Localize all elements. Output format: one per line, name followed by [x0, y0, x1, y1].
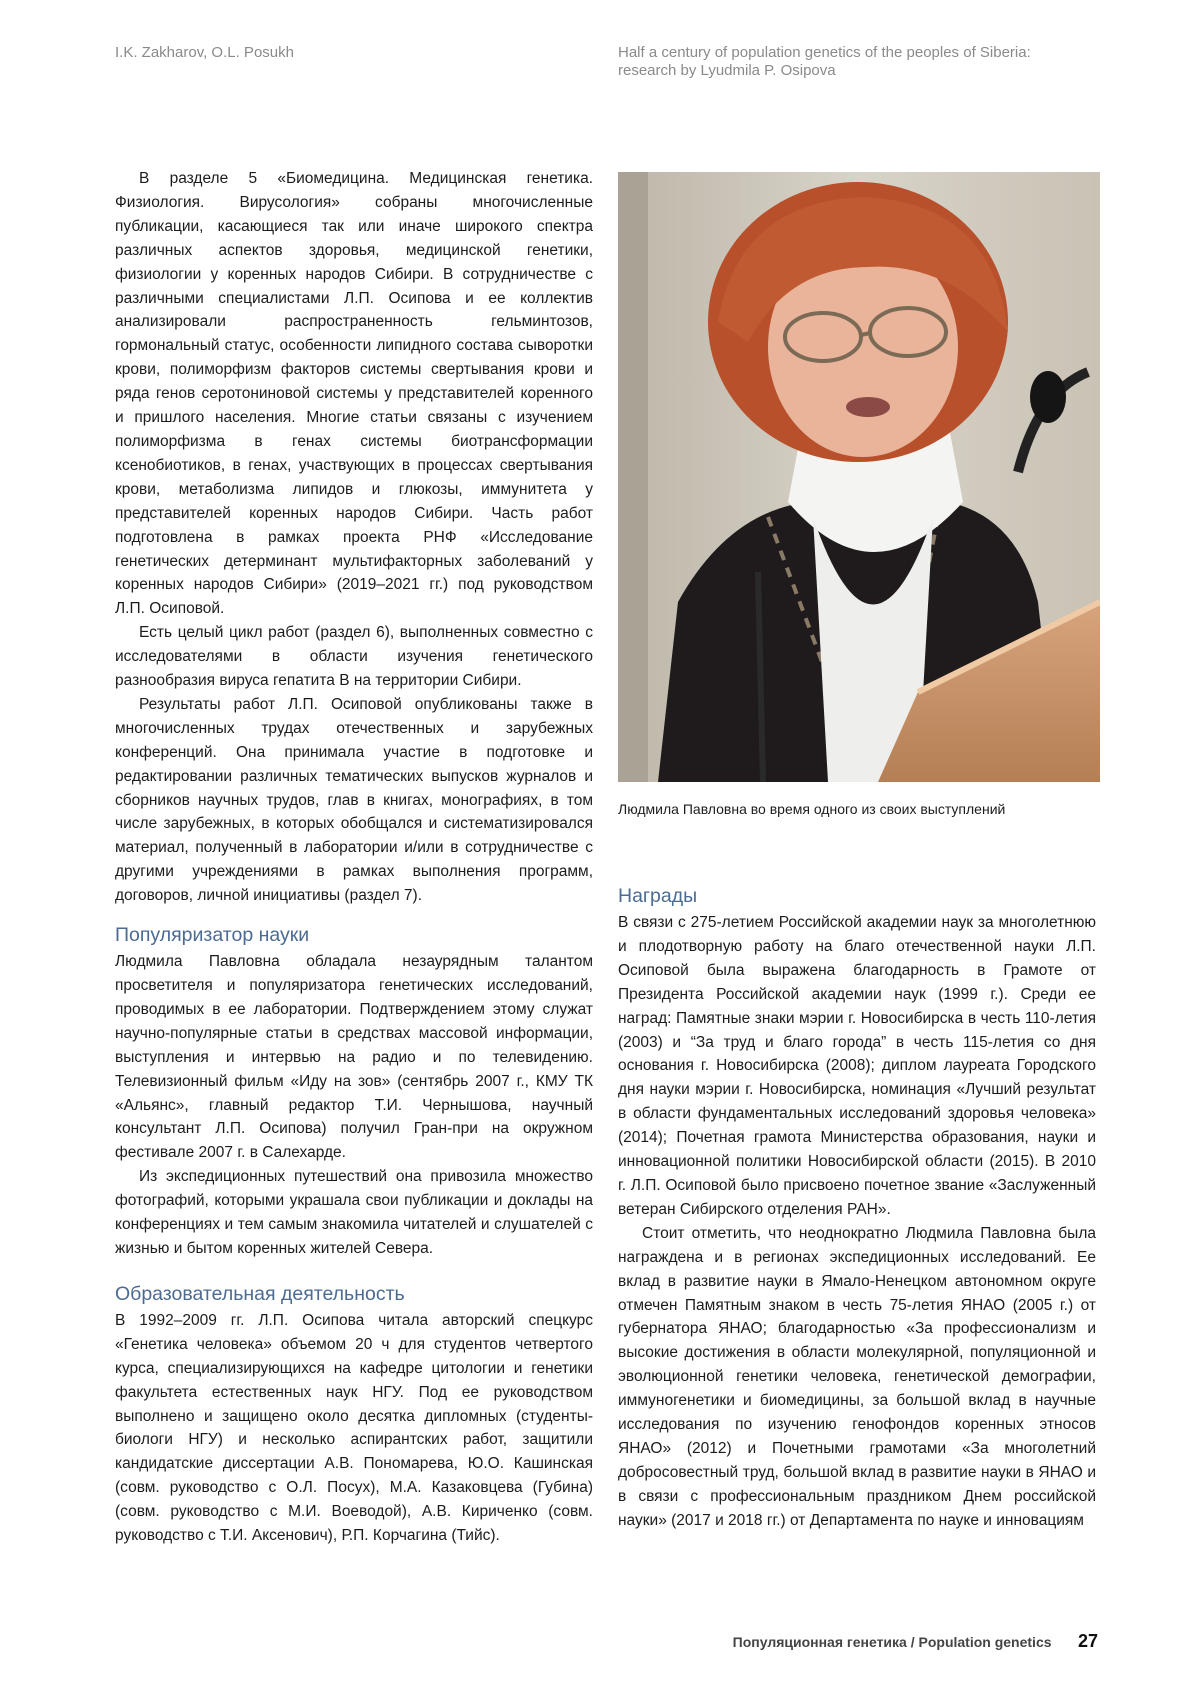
paragraph-education: В 1992–2009 гг. Л.П. Осипова читала авторский спецкурс «Генетика человека» объемом 20 ч для студентов четвертого курса, специализирующихся на кафедре цитологии и генетики факультета естественных наук НГУ. Под ее руководством выполнено и защищено около десятка дипломных (студенты-биологи НГУ) и несколько аспирантских работ, защитили кандидатские диссертации А.В. Пономарева, Ю.О. Кашинская (совм. руководство с О.Л. Посух), М.А. Казаковцева (Губина) (совм. руководство с М.И. Воеводой), А.В. Кириченко (совм. руководство с Т.И. Аксенович), Р.П. Корчагина (Тийс). [115, 1311, 593, 1545]
paragraph-publications: Результаты работ Л.П. Осиповой опубликованы также в многочисленных трудах отечественных и зарубежных конференций. Она принимала участие в подготовке и редактировании различных тематических выпусков журналов и сборников научных трудов, глав в книгах, монографиях, в том числе зарубежных, в которых обобщался и систематизировался материал, полученный в лаборатории и/или в сотрудничестве с другими учреждениями в рамках выполнения программ, договоров, личной инициативы (раздел 7). [115, 695, 593, 905]
portrait-illustration [618, 172, 1100, 782]
paragraph-regional-awards: Стоит отметить, что неоднократно Людмила Павловна была награждена и в регионах экспедиционных исследований. Ее вклад в развитие науки в Ямало-Ненецком автономном округе отмечен Памятным знаком в честь 75-летия ЯНАО (2005 г.) от губернатора ЯНАО; благодарностью «За профессионализм и высокие достижения в области молекулярной, популяционной и эволюционной генетики человека, генетической демографии, иммуногенетики и биомедицины, за большой вклад в научные исследования по изучению генофондов коренных этносов ЯНАО» (2012) и Почетными грамотами «За многолетний добросовестный труд, большой вклад в развитие науки в ЯНАО и в связи с профессиональным праздником Днем российской науки» (2017 и 2018 гг.) от Департамента по науке и инновациям [618, 1224, 1096, 1529]
paragraph-popularizer: Людмила Павловна обладала незаурядным талантом просветителя и популяризатора генетических исследований, проводимых в ее лаборатории. Подтверждением этому служат научно-популярные статьи в средствах массовой информации, выступления и интервью на радио и по телевидению. Телевизионный фильм «Иду на зов» (сентябрь 2007 г., КМУ ТК «Альянс», главный редактор Т.И. Чернышова, научный консультант Л.П. Осипова) получил Гран-при на окружном фестивале 2007 г. в Салехарде. [115, 953, 593, 1162]
running-header-title [618, 44, 1088, 80]
paragraph-biomedicine: В разделе 5 «Биомедицина. Медицинская генетика. Физиология. Вирусология» собраны многочисленные публикации, касающиеся так или иначе широкого спектра различных аспектов здоровья, медицинской генетики, физиологии у коренных народов Сибири. В сотрудничестве с различными специалистами Л.П. Осипова и ее коллектив анализировали распространенность гельминтозов, гормональный статус, особенности липидного состава сыворотки крови, полиморфизм факторов системы свертывания крови и ряда генов серотониновой системы у представителей коренного и пришлого населения. Многие статьи связаны с изучением полиморфизма в генах системы биотрансформации ксенобиотиков, в генах, участвующих в процессах свертывания крови, метаболизма липидов и глюкозы, иммунитета у представителей коренных народов Сибири. Часть работ подготовлена в рамках проекта РНФ «Исследование генетических детерминант мультифакторных заболеваний у коренных народов Сибири» (2019–2021 гг.) под руководством Л.П. Осиповой. [115, 170, 593, 618]
paragraph-hepatitis: Есть целый цикл работ (раздел 6), выполненных совместно с исследователями в области изучения генетического разнообразия вируса гепатита В на территории Сибири. [115, 624, 593, 690]
section-heading-education: Образовательная деятельность [115, 1282, 405, 1305]
page-footer [600, 1631, 1098, 1652]
left-column [115, 167, 593, 1548]
running-header-authors: I.K. Zakharov, O.L. Posukh [115, 44, 294, 61]
figure-caption: Людмила Павловна во время одного из своих выступлений [618, 801, 1006, 817]
paragraph-awards: В связи с 275-летием Российской академии наук за многолетнюю и плодотворную работу на благо отечественной науки Л.П. Осиповой была выражена благодарность в Грамоте от Президента Российской академии наук (1999 г.). Среди ее наград: Памятные знаки мэрии г. Новосибирска в честь 110-летия (2003) и “За труд и благо города” в честь 115-летия со дня основания г. Новосибирска (2008); диплом лауреата Городского дня науки мэрии г. Новосибирска, номинация «Лучший результат в области фундаментальных исследований здоровья человека» (2014); Почетная грамота Министерства образования, науки и инновационной политики Новосибирской области (2015). В 2010 г. Л.П. Осиповой было присвоено почетное звание «Заслуженный ветеран Сибирского отделения РАН». [618, 914, 1096, 1218]
paragraph-expeditions: Из экспедиционных путешествий она привозила множество фотографий, которыми украшала свои публикации и доклады на конференциях и тем самым знакомила читателей и слушателей с жизнью и бытом коренных жителей Севера. [115, 1168, 593, 1257]
running-header-title-line2: research by Lyudmila P. Osipova [618, 62, 836, 79]
running-header-title-line1: Half a century of population genetics of the peoples of Siberia: [618, 44, 1031, 61]
section-heading-awards: Награды [618, 885, 698, 907]
right-column [618, 883, 1096, 1533]
section-heading-popularizer: Популяризатор науки [115, 924, 310, 947]
footer-journal-name: Популяционная генетика / Population genetics [732, 1634, 1052, 1650]
portrait-photo [618, 172, 1100, 782]
page-number: 27 [1077, 1631, 1098, 1651]
